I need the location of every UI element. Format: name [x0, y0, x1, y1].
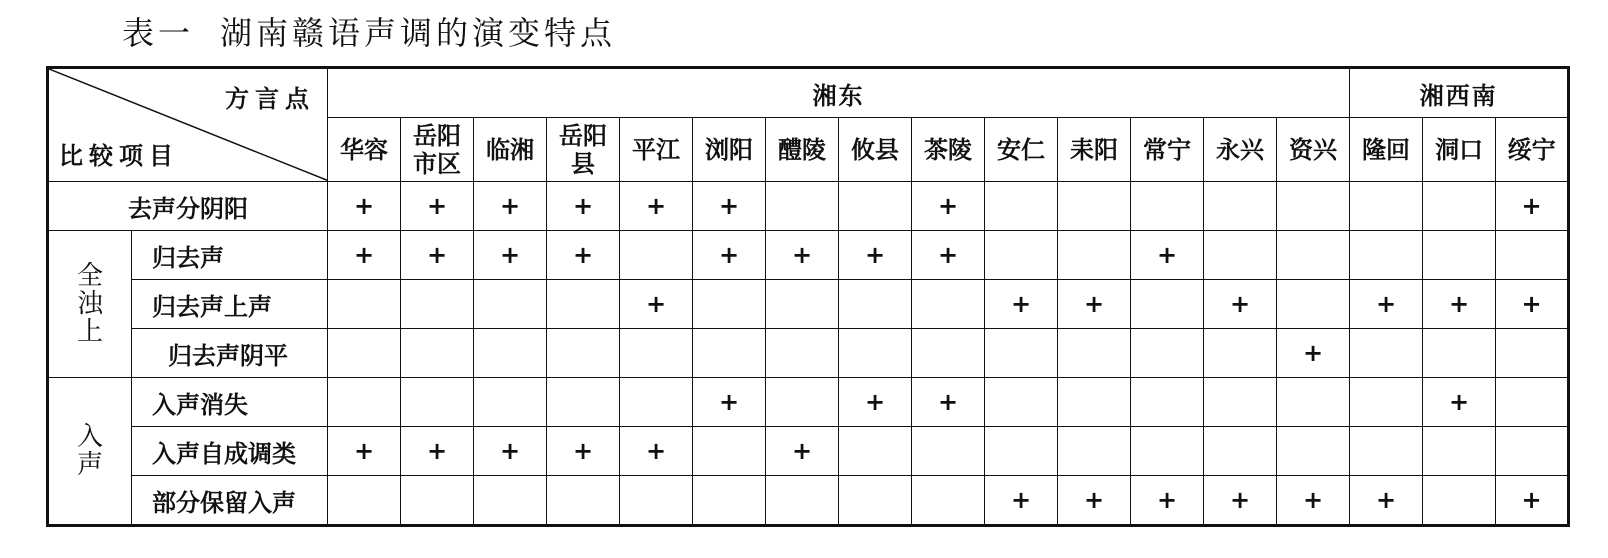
table-cell [1204, 378, 1277, 427]
location-header: 绥宁 [1496, 118, 1569, 182]
table-cell [1131, 182, 1204, 231]
table-cell: + [985, 280, 1058, 329]
table-cell [1204, 182, 1277, 231]
row-label: 入声自成调类 [132, 427, 328, 476]
table-cell [1350, 427, 1423, 476]
table-cell [401, 378, 474, 427]
table-cell [1204, 427, 1277, 476]
table-cell: + [693, 182, 766, 231]
table-cell [1277, 231, 1350, 280]
row-label: 部分保留入声 [132, 476, 328, 526]
table-cell: + [328, 182, 401, 231]
table-cell [474, 378, 547, 427]
table-cell: + [1277, 476, 1350, 526]
table-cell [328, 329, 401, 378]
table-cell: + [547, 182, 620, 231]
row-label: 入声消失 [132, 378, 328, 427]
table-cell [766, 329, 839, 378]
table-cell: + [1423, 280, 1496, 329]
table-cell [1496, 329, 1569, 378]
table-cell [328, 476, 401, 526]
table-cell [547, 329, 620, 378]
table-cell [912, 427, 985, 476]
table-cell [1277, 182, 1350, 231]
table-cell [985, 378, 1058, 427]
location-header: 平江 [620, 118, 693, 182]
table-cell: + [766, 231, 839, 280]
location-header: 隆回 [1350, 118, 1423, 182]
table-row [48, 476, 1569, 526]
table-cell: + [328, 231, 401, 280]
location-header: 茶陵 [912, 118, 985, 182]
table-cell [693, 427, 766, 476]
table-cell [1131, 427, 1204, 476]
table-cell [985, 182, 1058, 231]
location-header: 醴陵 [766, 118, 839, 182]
table-cell: + [1131, 476, 1204, 526]
table-cell [474, 476, 547, 526]
table-cell: + [1423, 378, 1496, 427]
caption-label: 表一 [122, 14, 195, 52]
row-label: 去声分阴阳 [48, 182, 328, 231]
table-cell: + [620, 427, 693, 476]
table-cell [1496, 427, 1569, 476]
table-cell [1277, 427, 1350, 476]
table-cell [1131, 378, 1204, 427]
table-cell [1423, 427, 1496, 476]
table-cell [766, 280, 839, 329]
table-cell [547, 378, 620, 427]
row-label: 归去声 [132, 231, 328, 280]
table-cell [1058, 329, 1131, 378]
table-cell [693, 280, 766, 329]
table-cell [1058, 182, 1131, 231]
table-cell: + [985, 476, 1058, 526]
table-cell [401, 329, 474, 378]
caption-title: 湖南赣语声调的演变特点 [220, 14, 617, 52]
table-cell: + [620, 182, 693, 231]
table-cell: + [693, 378, 766, 427]
table-cell: + [1496, 280, 1569, 329]
table-cell [766, 182, 839, 231]
table-cell [839, 476, 912, 526]
table-cell: + [1058, 476, 1131, 526]
table-cell: + [474, 182, 547, 231]
corner-bottom-label: 比较项目 [59, 142, 179, 170]
table-cell [693, 476, 766, 526]
table-cell: + [1350, 476, 1423, 526]
table-cell [1131, 280, 1204, 329]
table-cell: + [474, 427, 547, 476]
table-cell: + [1496, 182, 1569, 231]
table-cell [693, 329, 766, 378]
table-cell [1496, 231, 1569, 280]
table-cell: + [839, 378, 912, 427]
table-cell [547, 280, 620, 329]
location-header: 临湘 [474, 118, 547, 182]
table-cell: + [1204, 280, 1277, 329]
table-cell [1058, 378, 1131, 427]
table-cell: + [1496, 476, 1569, 526]
table-cell [1423, 329, 1496, 378]
table-cell: + [912, 231, 985, 280]
table-row [48, 280, 1569, 329]
table-cell: + [620, 280, 693, 329]
table-cell [620, 476, 693, 526]
table-cell: + [1204, 476, 1277, 526]
location-header: 常宁 [1131, 118, 1204, 182]
table-cell [1058, 231, 1131, 280]
location-header: 资兴 [1277, 118, 1350, 182]
table-cell [1277, 280, 1350, 329]
table-cell [766, 378, 839, 427]
table-cell [1131, 329, 1204, 378]
table-cell [1277, 378, 1350, 427]
table-caption [122, 8, 616, 54]
table-row [48, 231, 1569, 280]
region-header: 湘东 [328, 68, 1350, 118]
table-cell [839, 427, 912, 476]
header-row-regions [48, 68, 1569, 118]
table-cell: + [693, 231, 766, 280]
table-cell [620, 329, 693, 378]
table-cell [912, 476, 985, 526]
table-cell: + [912, 182, 985, 231]
table-cell [985, 231, 1058, 280]
table-cell [620, 378, 693, 427]
table-cell [839, 280, 912, 329]
corner-header-cell [48, 68, 328, 182]
table-cell: + [328, 427, 401, 476]
location-header: 岳阳 市区 [401, 118, 474, 182]
table-cell [1350, 378, 1423, 427]
location-header: 华容 [328, 118, 401, 182]
location-header: 岳阳 县 [547, 118, 620, 182]
table-cell [839, 329, 912, 378]
table-cell [1423, 231, 1496, 280]
table-cell: + [401, 231, 474, 280]
location-header: 耒阳 [1058, 118, 1131, 182]
table-cell [1423, 182, 1496, 231]
location-header: 洞口 [1423, 118, 1496, 182]
table-cell: + [766, 427, 839, 476]
table-cell [839, 182, 912, 231]
table-cell [474, 329, 547, 378]
table-row [48, 427, 1569, 476]
table-cell [328, 280, 401, 329]
table-cell [912, 280, 985, 329]
location-header: 永兴 [1204, 118, 1277, 182]
location-header: 安仁 [985, 118, 1058, 182]
table-cell: + [1131, 231, 1204, 280]
table-cell [1204, 329, 1277, 378]
table-cell [1204, 231, 1277, 280]
table-row [48, 329, 1569, 378]
row-label: 归去声阴平 [132, 329, 328, 378]
table-cell: + [1277, 329, 1350, 378]
table-cell [1423, 476, 1496, 526]
table-cell [1350, 329, 1423, 378]
table-cell [985, 329, 1058, 378]
table-cell [1350, 231, 1423, 280]
table-cell [766, 476, 839, 526]
table-cell [401, 476, 474, 526]
table-cell: + [474, 231, 547, 280]
table-row [48, 378, 1569, 427]
table-cell: + [1058, 280, 1131, 329]
row-label: 归去声上声 [132, 280, 328, 329]
location-header: 攸县 [839, 118, 912, 182]
table-cell: + [401, 182, 474, 231]
location-header: 浏阳 [693, 118, 766, 182]
row-group-label: 全 浊 上 [48, 231, 132, 378]
table-cell [1350, 182, 1423, 231]
table-cell [620, 231, 693, 280]
table-cell: + [547, 231, 620, 280]
table-cell [547, 476, 620, 526]
row-group-label: 入 声 [48, 378, 132, 526]
region-header: 湘西南 [1350, 68, 1569, 118]
table-cell [401, 280, 474, 329]
table-cell [1496, 378, 1569, 427]
corner-top-label: 方言点 [225, 85, 315, 113]
table-cell [985, 427, 1058, 476]
table-cell: + [912, 378, 985, 427]
table-cell: + [547, 427, 620, 476]
table-cell: + [839, 231, 912, 280]
table-cell [912, 329, 985, 378]
tone-table [46, 66, 1570, 527]
table-cell: + [1350, 280, 1423, 329]
table-cell [1058, 427, 1131, 476]
table-row [48, 182, 1569, 231]
table-cell [474, 280, 547, 329]
table-cell [328, 378, 401, 427]
table-cell: + [401, 427, 474, 476]
